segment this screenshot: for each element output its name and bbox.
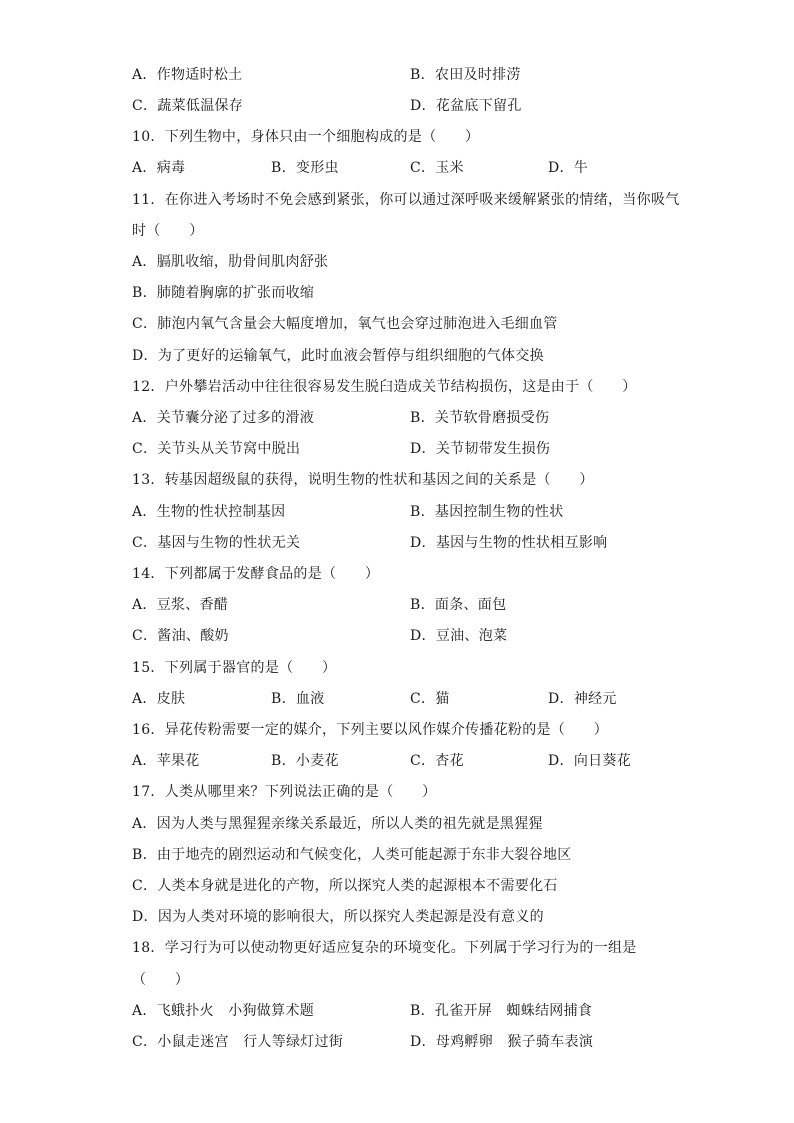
q13-option-c: C．基因与生物的性状无关: [132, 535, 301, 551]
q14-option-c: C．酱油、酸奶: [132, 628, 229, 644]
q10-option-a: A．病毒: [132, 160, 186, 176]
q11-option-d: D．为了更好的运输氧气，此时血液会暂停与组织细胞的气体交换: [132, 348, 544, 364]
q16-option-c: C．杏花: [410, 753, 464, 769]
q12-option-d: D．关节韧带发生损伤: [410, 441, 551, 457]
q11-stem-line1: 11．在你进入考场时不免会感到紧张，你可以通过深呼吸来缓解紧张的情绪，当你吸气: [132, 192, 680, 208]
q10-option-b: B．变形虫: [271, 160, 339, 176]
q12-option-b: B．关节软骨磨损受伤: [410, 410, 550, 426]
q10-option-c: C．玉米: [410, 160, 464, 176]
q12-option-a: A．关节囊分泌了过多的滑液: [132, 410, 315, 426]
q11-option-a: A．膈肌收缩，肋骨间肌肉舒张: [132, 254, 329, 270]
q14-option-a: A．豆浆、香醋: [132, 597, 229, 613]
q16-option-d: D．向日葵花: [548, 753, 632, 769]
q14-stem: 14．下列都属于发酵食品的是（ ）: [132, 566, 380, 582]
q11-option-c: C．肺泡内氧气含量会大幅度增加，氧气也会穿过肺泡进入毛细血管: [132, 316, 558, 332]
q14-option-d: D．豆油、泡菜: [410, 628, 508, 644]
q17-option-b: B．由于地壳的剧烈运动和气候变化，人类可能起源于东非大裂谷地区: [132, 847, 572, 863]
q15-option-b: B．血液: [271, 691, 325, 707]
q18-option-b: B．孔雀开屏 蜘蛛结网捕食: [410, 1003, 593, 1019]
q18-stem-line1: 18．学习行为可以使动物更好适应复杂的环境变化。下列属于学习行为的一组是: [132, 940, 637, 956]
q15-stem: 15．下列属于器官的是（ ）: [132, 660, 337, 676]
q9-option-b: B．农田及时排涝: [410, 67, 521, 83]
q13-option-d: D．基因与生物的性状相互影响: [410, 535, 608, 551]
q9-option-d: D．花盆底下留孔: [410, 98, 522, 114]
q10-stem: 10．下列生物中，身体只由一个细胞构成的是（ ）: [132, 129, 480, 145]
q13-stem: 13．转基因超级鼠的获得，说明生物的性状和基因之间的关系是（ ）: [132, 472, 594, 488]
q11-option-b: B．肺随着胸廓的扩张而收缩: [132, 285, 315, 301]
q16-option-b: B．小麦花: [271, 753, 339, 769]
q15-option-d: D．神经元: [548, 691, 617, 707]
q11-stem-line2: 时（ ）: [132, 223, 204, 239]
q9-option-c: C．蔬菜低温保存: [132, 98, 244, 114]
q13-option-a: A．生物的性状控制基因: [132, 504, 286, 520]
q18-option-a: A．飞蛾扑火 小狗做算术题: [132, 1003, 315, 1019]
q18-option-d: D．母鸡孵卵 猴子骑车表演: [410, 1034, 594, 1050]
q12-stem: 12．户外攀岩活动中往往很容易发生脱臼造成关节结构损伤，这是由于（ ）: [132, 379, 637, 395]
q17-option-a: A．因为人类与黑猩猩亲缘关系最近，所以人类的祖先就是黑猩猩: [132, 816, 543, 832]
q16-option-a: A．苹果花: [132, 753, 200, 769]
q14-option-b: B．面条、面包: [410, 597, 507, 613]
q12-option-c: C．关节头从关节窝中脱出: [132, 441, 301, 457]
q17-option-d: D．因为人类对环境的影响很大，所以探究人类起源是没有意义的: [132, 909, 544, 925]
q16-stem: 16．异花传粉需要一定的媒介，下列主要以风作媒介传播花粉的是（ ）: [132, 722, 609, 738]
q17-stem: 17．人类从哪里来？下列说法正确的是（ ）: [132, 784, 437, 800]
q15-option-a: A．皮肤: [132, 691, 186, 707]
q18-stem-line2: （ ）: [132, 972, 190, 988]
q10-option-d: D．牛: [548, 160, 589, 176]
q18-option-c: C．小鼠走迷宫 行人等绿灯过街: [132, 1034, 344, 1050]
q15-option-c: C．猫: [410, 691, 450, 707]
q9-option-a: A．作物适时松土: [132, 67, 243, 83]
q13-option-b: B．基因控制生物的性状: [410, 504, 564, 520]
q17-option-c: C．人类本身就是进化的产物，所以探究人类的起源根本不需要化石: [132, 878, 558, 894]
